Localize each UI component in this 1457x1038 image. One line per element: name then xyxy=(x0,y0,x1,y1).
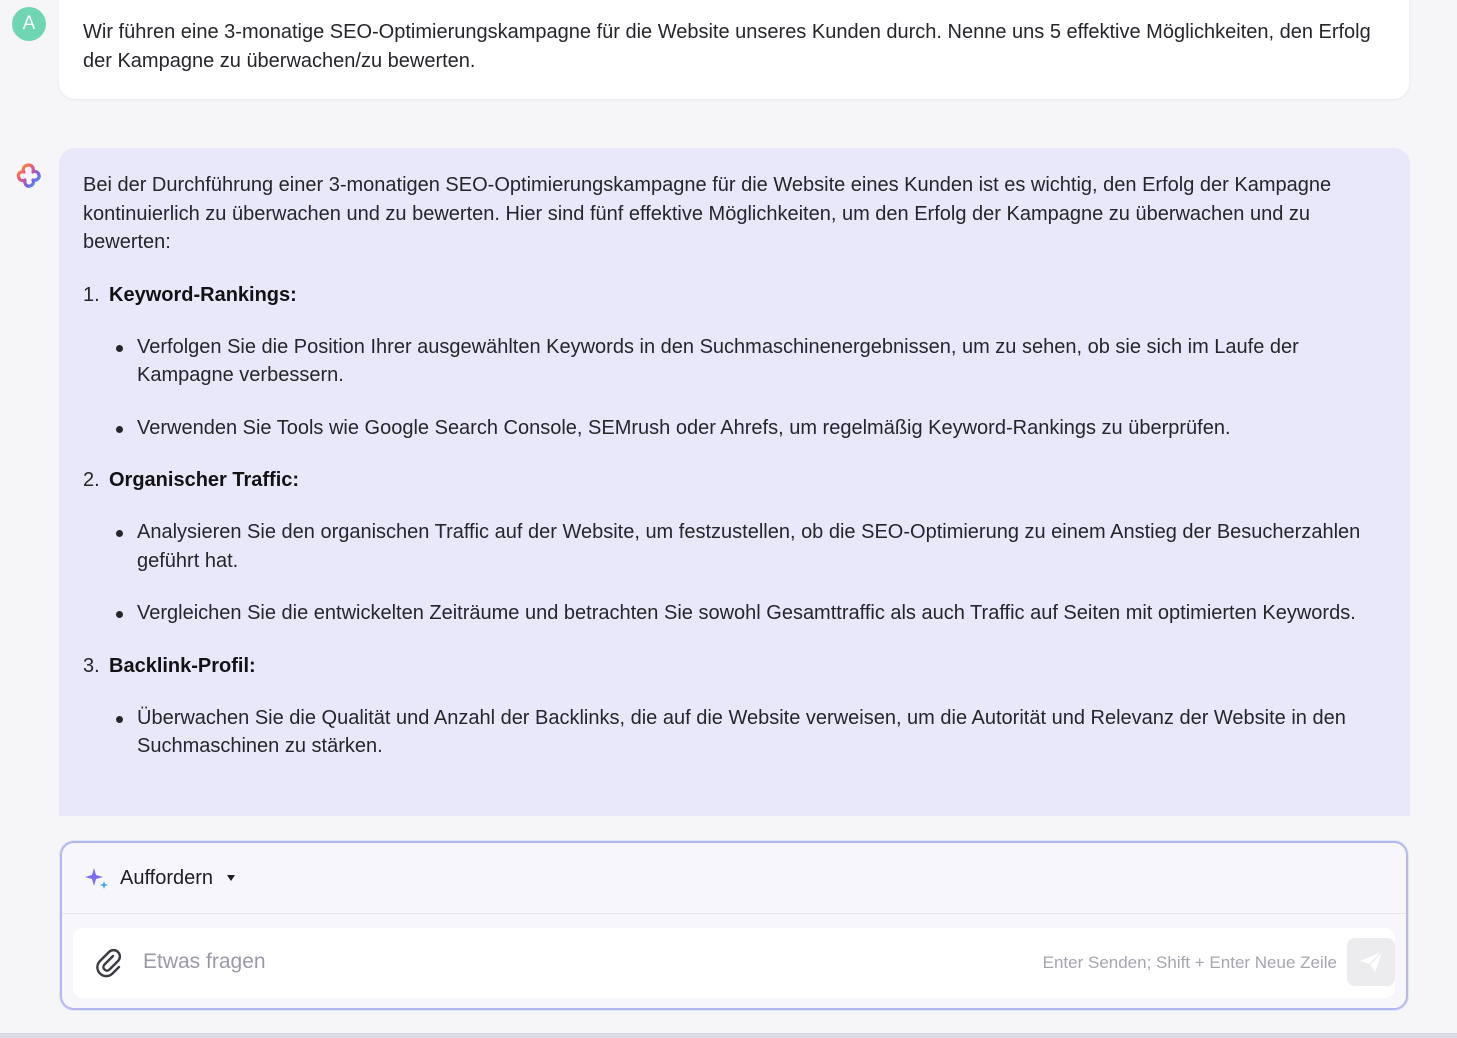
section-heading xyxy=(83,281,1386,309)
section-heading xyxy=(83,652,1386,680)
list-item: Überwachen Sie die Qualität und Anzahl der Backlinks, die auf die Website verweisen, um die Autorität und Relevanz der Website in den Suchmaschinen zu stärken. xyxy=(83,704,1386,761)
bottom-divider xyxy=(0,1033,1457,1038)
list-item: Verwenden Sie Tools wie Google Search Console, SEMrush oder Ahrefs, um regelmäßig Keyword-Rankings zu überprüfen. xyxy=(83,414,1386,443)
paperclip-icon[interactable] xyxy=(94,948,124,978)
section-title: Keyword-Rankings: xyxy=(109,283,297,306)
caret-down-icon[interactable] xyxy=(227,875,235,881)
list-item: Verfolgen Sie die Position Ihrer ausgewählten Keywords in den Suchmaschinenergebnissen, um zu sehen, ob sie sich im Laufe der Kampagne verbessern. xyxy=(83,333,1386,390)
sparkle-icon xyxy=(84,866,110,890)
user-message-text: Wir führen eine 3-monatige SEO-Optimierungskampagne für die Website unseres Kunden durch. Nenne uns 5 effektive Möglichkeiten, den Erfolg der Kampagne zu überwachen/zu bewerten. xyxy=(83,21,1371,72)
list-item: Analysieren Sie den organischen Traffic auf der Website, um festzustellen, ob die SEO-Optimierung zu einem Anstieg der Besucherzahlen geführt hat. xyxy=(83,518,1386,575)
keyboard-hint: Enter Senden; Shift + Enter Neue Zeile xyxy=(1042,953,1337,972)
section-points xyxy=(83,518,1386,628)
section-title: Organischer Traffic: xyxy=(109,469,300,491)
ask-input[interactable] xyxy=(143,947,903,977)
section-number: 2. xyxy=(83,469,100,491)
prompt-mode-dropdown[interactable]: Auffordern xyxy=(120,867,214,889)
section-points xyxy=(83,333,1386,443)
section-title: Backlink-Profil: xyxy=(109,654,256,677)
user-avatar: A xyxy=(12,7,46,41)
assistant-message-bubble xyxy=(59,148,1410,816)
send-button[interactable] xyxy=(1347,938,1395,986)
section-points xyxy=(83,704,1386,761)
input-area xyxy=(73,928,1395,998)
section-heading xyxy=(83,466,1386,494)
section-number: 3. xyxy=(83,654,100,677)
assistant-logo-icon xyxy=(15,162,43,190)
assistant-intro: Bei der Durchführung einer 3-monatigen SEO-Optimierungskampagne für die Website eines Kunden ist es wichtig, den Erfolg der Kampagne kontinuierlich zu überwachen und zu bewerten. Hier sind fünf effektive Möglichkeiten, um den Erfolg der Kampagne zu überwachen und zu bewerten: xyxy=(83,174,1332,253)
section-number: 1. xyxy=(83,283,100,306)
prompt-mode-row xyxy=(62,843,1406,914)
user-message-bubble xyxy=(59,0,1409,99)
send-icon xyxy=(1358,950,1384,974)
chat-composer xyxy=(60,841,1408,1010)
list-item: Vergleichen Sie die entwickelten Zeiträume und betrachten Sie sowohl Gesamttraffic als auch Traffic auf Seiten mit optimierten Keywords. xyxy=(83,599,1386,628)
